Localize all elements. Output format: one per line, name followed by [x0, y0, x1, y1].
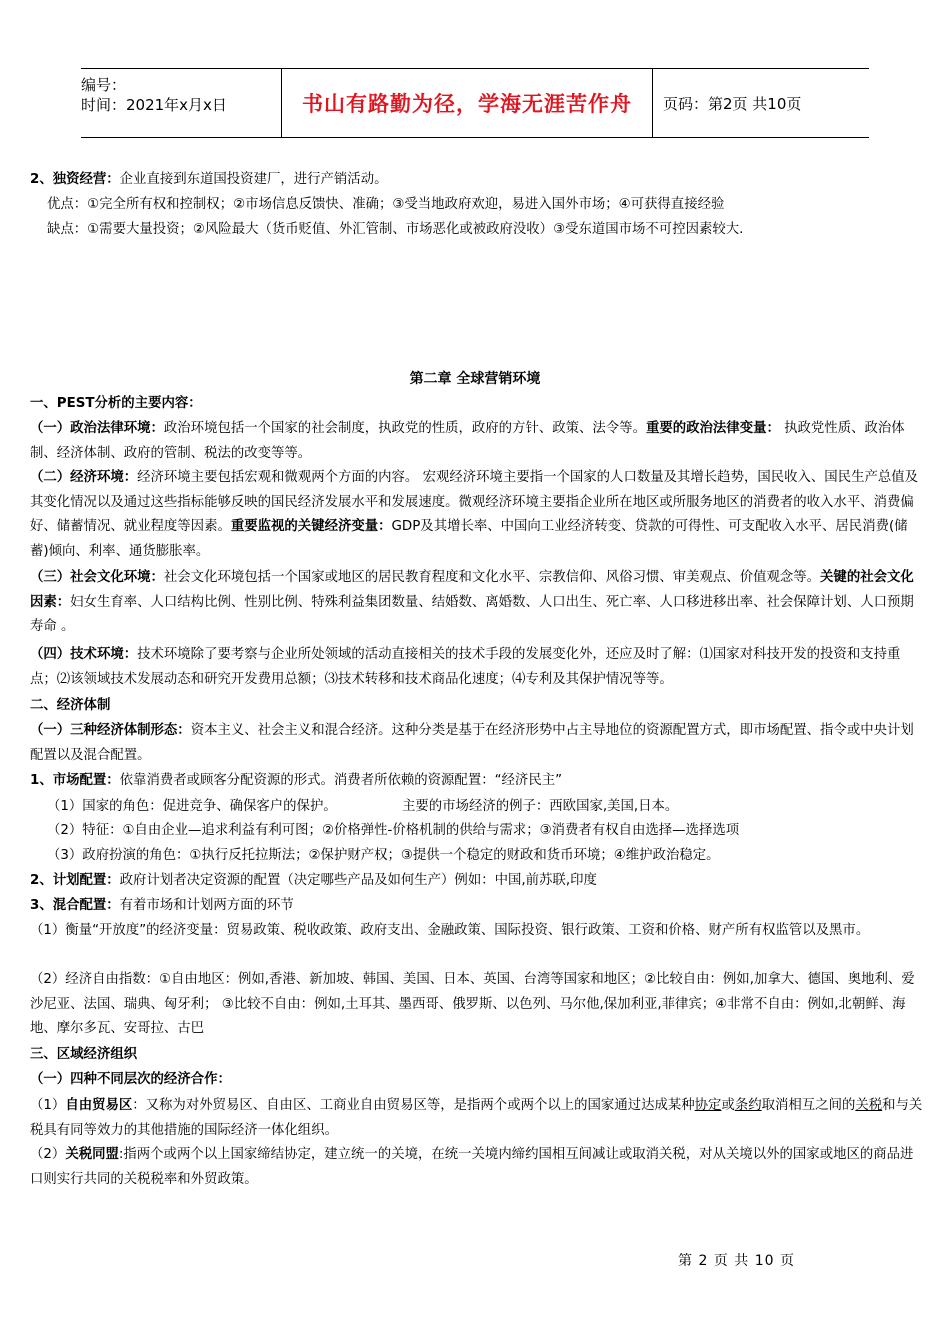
number-label: 编号： — [81, 76, 127, 94]
section-heading: 三、区域经济组织 — [30, 1047, 138, 1062]
paragraph: 2、计划配置：政府计划者决定资源的配置（决定哪些产品及如何生产）例如：中国,前苏联,印度 — [30, 873, 597, 888]
chapter-title: 第二章 全球营销环境 — [409, 371, 541, 387]
time-label: 时间：2021年x月x日 — [81, 96, 227, 114]
paragraph: （3）政府扮演的角色：①执行反托拉斯法；②保护财产权；③提供一个稳定的财政和货币环境；④维护政治稳定。 — [47, 848, 720, 863]
paragraph: （2）关税同盟:指两个或两个以上国家缔结协定，建立统一的关境，在统一关境内缔约国相互间减让或取消关税，对从关境以外的国家或地区的商品进口则实行共同的关税税率和外贸政策。 — [30, 1147, 914, 1187]
page-footer: 第 2 页 共 10 页 — [678, 1253, 795, 1269]
paragraph: （二）经济环境：经济环境主要包括宏观和微观两个方面的内容。 宏观经济环境主要指一个国家的人口数量及其增长趋势，国民收入、国民生产总值及其变化情况以及通过这些指标能够反映的国民经济发展水平和发展速度。微观经济环境主要指企业所在地区或所服务地区的消费者的收入水平、消费偏好、储蓄情况、就业程度等因素。重要监视的关键经济变量：GDP及其增长率、中国向工业经济转变、贷款的可得性、可支配收入水平、居民消费(储蓄)倾向、利率、通货膨胀率。 — [30, 470, 919, 559]
paragraph: 优点：①完全所有权和控制权；②市场信息反馈快、准确；③受当地政府欢迎，易进入国外市场；④可获得直接经验 — [47, 197, 725, 212]
section-heading: 一、PEST分析的主要内容： — [30, 396, 202, 411]
paragraph: 1、市场配置：依靠消费者或顾客分配资源的形式。消费者所依赖的资源配置：“经济民主” — [30, 773, 563, 788]
sub-heading: （一）四种不同层次的经济合作： — [30, 1072, 231, 1087]
header-meta — [81, 69, 281, 143]
paragraph: 缺点：①需要大量投资；②风险最大（货币贬值、外汇管制、市场恶化或被政府没收）③受东道国市场不可控因素较大. — [47, 222, 744, 237]
paragraph: 3、混合配置：有着市场和计划两方面的环节 — [30, 898, 294, 913]
paragraph: （1）国家的角色：促进竞争、确保客户的保护。 — [47, 799, 337, 814]
header-page-label: 页码：第2页 共10页 — [663, 94, 802, 113]
paragraph: （1）自由贸易区：又称为对外贸易区、自由区、工商业自由贸易区等，是指两个或两个以上的国家通过达成某种协定或条约取消相互之间的关税和与关税具有同等效力的其他措施的国际经济一体化组织。 — [30, 1098, 923, 1138]
header-divider — [652, 69, 653, 137]
paragraph: 主要的市场经济的例子：西欧国家,美国,日本。 — [402, 799, 679, 814]
paragraph: （一）三种经济体制形态：资本主义、社会主义和混合经济。这种分类是基于在经济形势中占主导地位的资源配置方式，即市场配置、指令或中央计划配置以及混合配置。 — [30, 723, 914, 763]
page-header — [81, 68, 869, 138]
paragraph: （一）政治法律环境：政治环境包括一个国家的社会制度，执政党的性质，政府的方针、政策、法令等。重要的政治法律变量： 执政党性质、政治体制、经济体制、政府的管制、税法的改变等等。 — [30, 421, 905, 461]
paragraph: （三）社会文化环境：社会文化环境包括一个国家或地区的居民教育程度和文化水平、宗教信仰、风俗习惯、审美观点、价值观念等。关键的社会文化因素：妇女生育率、人口结构比例、性别比例、特殊利益集团数量、结婚数、离婚数、人口出生、死亡率、人口移进移出率、社会保障计划、人口预期寿命 。 — [30, 570, 914, 635]
section-heading: 二、经济体制 — [30, 698, 111, 713]
header-motto: 书山有路勤为径，学海无涯苦作舟 — [302, 92, 632, 116]
paragraph: （2）特征：①自由企业—追求利益有利可图；②价格弹性-价格机制的供给与需求；③消费者有权自由选择—选择选项 — [47, 823, 740, 838]
paragraph: （四）技术环境：技术环境除了要考察与企业所处领域的活动直接相关的技术手段的发展变化外，还应及时了解：⑴国家对科技开发的投资和支持重点；⑵该领域技术发展动态和研究开发费用总额；⑶技术转移和技术商品化速度；⑷专利及其保护情况等等。 — [30, 647, 901, 687]
paragraph: 2、独资经营：企业直接到东道国投资建厂，进行产销活动。 — [30, 172, 388, 187]
paragraph: （2）经济自由指数：①自由地区：例如,香港、新加坡、韩国、美国、日本、英国、台湾等国家和地区；②比较自由：例如,加拿大、德国、奥地利、爱沙尼亚、法国、瑞典、匈牙利； ③比较不自由：例如,土耳其、墨西哥、俄罗斯、以色列、马尔他,保加利亚,菲律宾；④非常不自由：例如,北朝鲜、海地、摩尔多瓦、安哥拉、古巴 — [30, 972, 915, 1037]
paragraph: （1）衡量“开放度”的经济变量：贸易政策、税收政策、政府支出、金融政策、国际投资、银行政策、工资和价格、财产所有权监管以及黑市。 — [30, 923, 870, 938]
